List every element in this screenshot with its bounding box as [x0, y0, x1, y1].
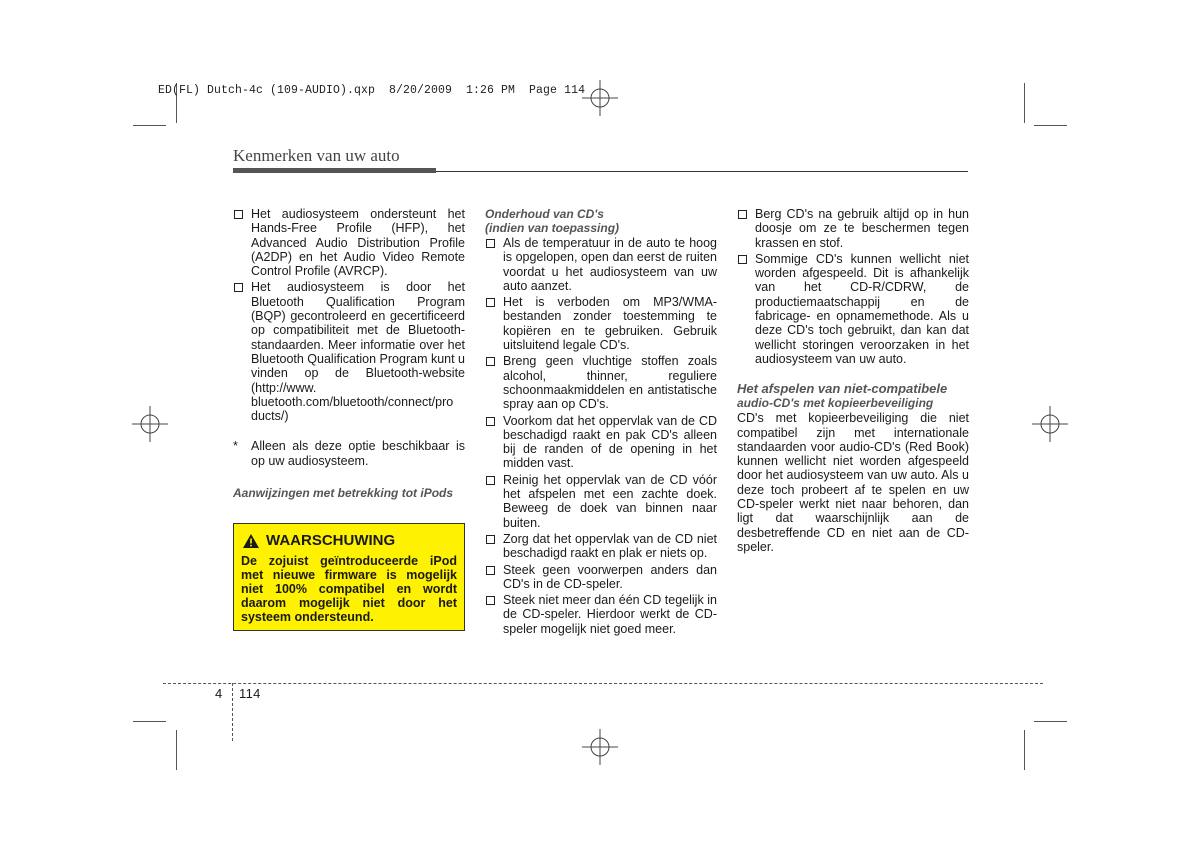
checkbox-bullet-icon	[486, 596, 495, 605]
registration-mark-icon	[130, 404, 170, 444]
footnote-marker: *	[233, 439, 238, 454]
list-item: Steek geen voorwerpen anders dan CD's in de CD-speler.	[485, 563, 717, 592]
registration-mark-icon	[1030, 404, 1070, 444]
registration-mark-icon	[580, 727, 620, 767]
section-heading: Het afspelen van niet-compatibele	[737, 381, 948, 397]
checkbox-bullet-icon	[486, 357, 495, 366]
section-subheading: audio-CD's met kopieerbeveiliging	[737, 396, 934, 411]
checkbox-bullet-icon	[486, 476, 495, 485]
page-number-value: 114	[239, 686, 261, 701]
checkbox-bullet-icon	[234, 210, 243, 219]
list-item: Voorkom dat het oppervlak van de CD beschadigd raakt en pak CD's alleen bij de randen of de opening in het midden vast.	[485, 414, 717, 471]
list-item: Het is verboden om MP3/WMA-bestanden zonder toestemming te kopiëren en te gebruiken. Gebruik uitsluitend legale CD's.	[485, 295, 717, 352]
footnote: * Alleen als deze optie beschikbaar is op uw audiosysteem.	[233, 439, 465, 468]
chapter-title: Kenmerken van uw auto	[233, 146, 400, 165]
checkbox-bullet-icon	[486, 417, 495, 426]
checkbox-bullet-icon	[738, 255, 747, 264]
checkbox-bullet-icon	[486, 298, 495, 307]
column-1	[233, 207, 465, 500]
list-item: Steek niet meer dan één CD tegelijk in de CD-speler. Hierdoor werkt de CD-speler mogelijk niet goed meer.	[485, 593, 717, 636]
footer-divider	[232, 683, 233, 741]
warning-triangle-icon	[242, 533, 260, 549]
crop-mark	[1034, 721, 1067, 722]
column-2	[485, 207, 717, 638]
paragraph: CD's met kopieerbeveiliging die niet compatibel zijn met internationale standaarden voor audio-CD's (Red Book) kunnen wellicht niet worden afgespeeld door het audiosysteem van uw auto. Als u deze toch probeert af te spelen en uw CD-speler werkt niet naar behoren, dan ligt dat waarschijnlijk aan de desbetreffende CD en niet aan de CD-speler.	[737, 411, 969, 554]
list-item: Als de temperatuur in de auto te hoog is opgelopen, open dan eerst de ruiten voordat u het audiosysteem van uw auto aanzet.	[485, 236, 717, 293]
registration-mark-icon	[580, 78, 620, 118]
footer-rule	[163, 683, 1043, 684]
list-item: Sommige CD's kunnen wellicht niet worden afgespeeld. Dit is afhankelijk van het CD-R/CDRW, de productiemaatschappij en de fabricage- en opnamemethode. Als u deze CD's toch gebruikt, dan kan dat wellicht storingen veroorzaken in het audiosysteem van uw auto.	[737, 252, 969, 366]
crop-mark	[1034, 125, 1067, 126]
list-item: Reinig het oppervlak van de CD vóór het afspelen met een zachte doek. Beweeg de doek van binnen naar buiten.	[485, 473, 717, 530]
warning-box	[233, 523, 465, 631]
list-item: Het audiosysteem is door het Bluetooth Qualification Program (BQP) gecontroleerd en gecertificeerd op compatibiliteit met de Bluetooth-standaarden. Meer informatie over het Bluetooth Qualification Program kunt u vinden op de Bluetooth-website (http://www. bluetooth.com/bluetooth/connect/pro ducts/)	[233, 280, 465, 423]
header-rule-thick	[233, 168, 436, 173]
checkbox-bullet-icon	[738, 210, 747, 219]
column-3	[737, 207, 969, 554]
checkbox-bullet-icon	[486, 566, 495, 575]
crop-mark	[133, 125, 166, 126]
section-heading: Aanwijzingen met betrekking tot iPods	[233, 486, 454, 501]
list-item: Berg CD's na gebruik altijd op in hun doosje om ze te beschermen tegen krassen en stof.	[737, 207, 969, 250]
crop-mark	[1024, 83, 1025, 123]
chapter-number: 4	[215, 686, 223, 701]
checkbox-bullet-icon	[234, 283, 243, 292]
list-item: Zorg dat het oppervlak van de CD niet beschadigd raakt en plak er niets op.	[485, 532, 717, 561]
checkbox-bullet-icon	[486, 239, 495, 248]
checkbox-bullet-icon	[486, 535, 495, 544]
warning-title: WAARSCHUWING	[242, 532, 395, 549]
crop-mark	[176, 730, 177, 770]
list-item: Breng geen vluchtige stoffen zoals alcohol, thinner, reguliere schoonmaakmiddelen en antistatische spray aan op CD's.	[485, 354, 717, 411]
print-info: ED(FL) Dutch-4c (109-AUDIO).qxp 8/20/2009 1:26 PM Page 114	[158, 84, 586, 97]
crop-mark	[1024, 730, 1025, 770]
list-item: Het audiosysteem ondersteunt het Hands-Free Profile (HFP), het Advanced Audio Distribution Profile (A2DP) en het Audio Video Remote Control Profile (AVRCP).	[233, 207, 465, 278]
section-subheading: (indien van toepassing)	[485, 221, 620, 235]
warning-text: De zojuist geïntroduceerde iPod met nieuwe firmware is mogelijk niet 100% compatibel en wordt daarom mogelijk niet door het systeem ondersteund.	[241, 554, 457, 625]
section-heading: Onderhoud van CD's	[485, 207, 604, 221]
crop-mark	[133, 721, 166, 722]
